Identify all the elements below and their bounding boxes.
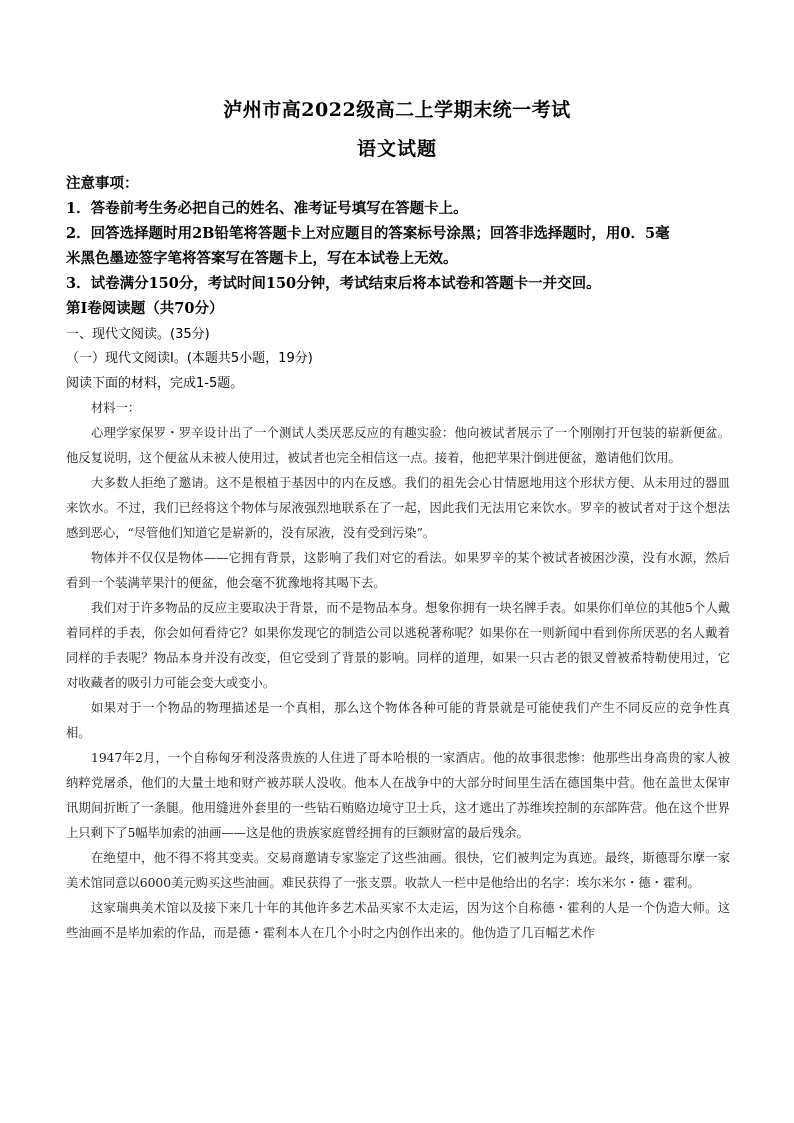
section-heading-2: （一）现代文阅读Ⅰ。(本题共5小题，19分)	[66, 351, 313, 366]
section-heading-1: 一、现代文阅读。(35分)	[66, 327, 210, 342]
paragraph-1: 心理学家保罗・罗辛设计出了一个测试人类厌恶反应的有趣实验：他向被试者展示了一个刚刚打开包装的崭新便盆。他反复说明，这个便盆从未被人使用过，被试者也完全相信这一点。接着，他把苹果汁倒进便盆，邀请他们饮用。	[66, 426, 730, 465]
paragraph-3: 物体并不仅仅是物体——它拥有背景，这影响了我们对它的看法。如果罗辛的某个被试者被困沙漠，没有水源，然后看到一个装满苹果汁的便盆，他会毫不犹豫地将其喝下去。	[66, 551, 730, 590]
part-title: 第Ⅰ卷阅读题（共70分）	[66, 300, 224, 317]
material-text	[66, 396, 730, 946]
material-label: 材料一：	[91, 401, 141, 415]
notice-item-2-line-2: 米黑色墨迹签字笔将答案写在答题卡上，写在本试卷上无效。	[66, 250, 458, 267]
notice-item-3: 3．试卷满分150分，考试时间150分钟，考试结束后将本试卷和答题卡一并交回。	[66, 275, 601, 292]
notice-heading: 注意事项：	[66, 175, 139, 192]
notice-item-2-line-1: 2．回答选择题时用2B铅笔将答题卡上对应题目的答案标号涂黑；回答非选择题时，用0．5毫	[66, 225, 670, 242]
paragraph-8: 这家瑞典美术馆以及接下来几十年的其他许多艺术品买家不太走运，因为这个自称德・霍利的人是一个伪造大师。这些油画不是毕加索的作品，而是德・霍利本人在几个小时之内创作出来的。他伪造了几百幅艺术作	[66, 901, 730, 940]
reading-instruction: 阅读下面的材料，完成1-5题。	[66, 376, 244, 391]
paragraph-5: 如果对于一个物品的物理描述是一个真相，那么这个物体各种可能的背景就是可能使我们产生不同反应的竞争性真相。	[66, 701, 730, 740]
paragraph-4: 我们对于许多物品的反应主要取决于背景，而不是物品本身。想象你拥有一块名牌手表。如果你们单位的其他5个人戴着同样的手表，你会如何看待它？如果你发现它的制造公司以逃税著称呢？如果你在一则新闻中看到你所厌恶的名人戴着同样的手表呢？物品本身并没有改变，但它受到了背景的影响。同样的道理，如果一只古老的银叉曾被希特勒使用过，它对收藏者的吸引力可能会变大或变小。	[66, 601, 730, 690]
paragraph-2: 大多数人拒绝了邀请。这不是根植于基因中的内在反感。我们的祖先会心甘情愿地用这个形状方便、从未用过的器皿来饮水。不过，我们已经将这个物体与尿液强烈地联系在了一起，因此我们无法用它来饮水。罗辛的被试者对于这个想法感到恶心，“尽管他们知道它是崭新的，没有尿液，没有受到污染”。	[66, 476, 730, 540]
exam-title: 泸州市高2022级高二上学期末统一考试	[223, 99, 571, 121]
notice-item-1: 1．答卷前考生务必把自己的姓名、准考证号填写在答题卡上。	[66, 200, 468, 217]
exam-subtitle: 语文试题	[356, 138, 437, 160]
paragraph-6: 1947年2月，一个自称匈牙利没落贵族的人住进了哥本哈根的一家酒店。他的故事很悲惨：他那些出身高贵的家人被纳粹党屠杀，他们的大量土地和财产被苏联人没收。他本人在战争中的大部分时间里生活在德国集中营。他在盖世太保审讯期间折断了一条腿。他用缝进外套里的一些钻石贿赂边境守卫士兵，这才逃出了苏维埃控制的东部阵营。他在这个世界上只剩下了5幅毕加索的油画——这是他的贵族家庭曾经拥有的巨额财富的最后残余。	[66, 751, 730, 840]
paragraph-7: 在绝望中，他不得不将其变卖。交易商邀请专家鉴定了这些油画。很快，它们被判定为真迹。最终，斯德哥尔摩一家美术馆同意以6000美元购买这些油画。难民获得了一张支票。收款人一栏中是他给出的名字：埃尔米尔・德・霍利。	[66, 851, 730, 890]
